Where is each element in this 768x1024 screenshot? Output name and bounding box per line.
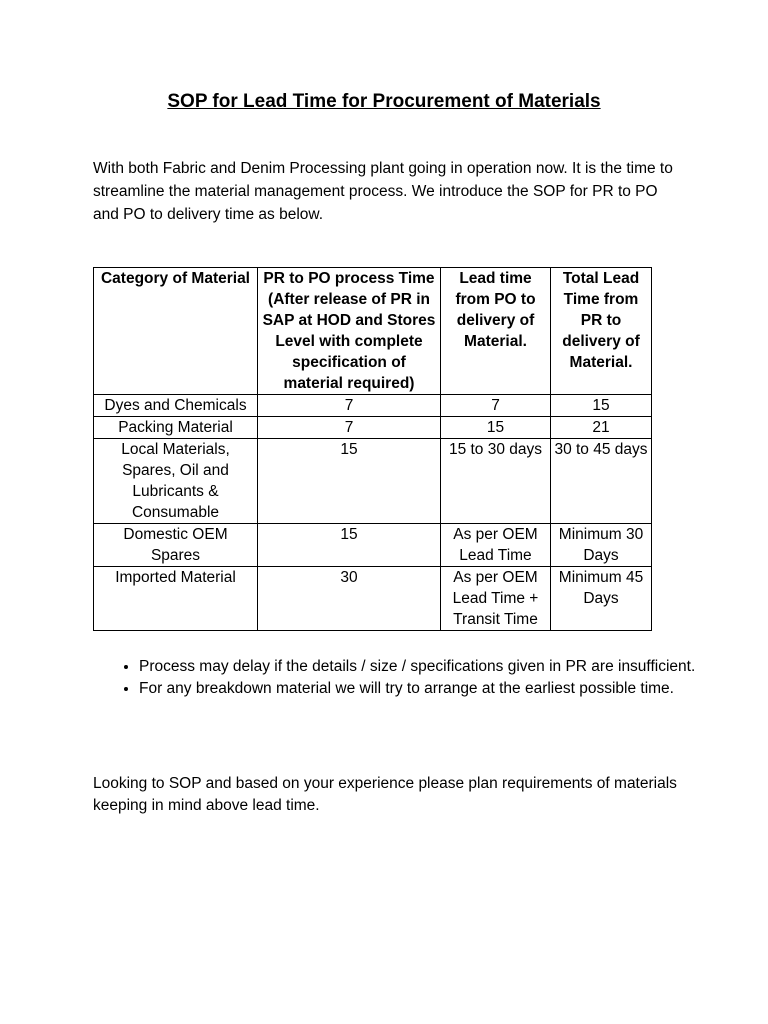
cell-total-lead-time: Minimum 30 Days — [551, 524, 652, 567]
table-row — [94, 524, 652, 567]
cell-total-lead-time: 21 — [551, 417, 652, 439]
table-row — [94, 417, 652, 439]
cell-pr-to-po: 15 — [258, 524, 441, 567]
cell-category: Imported Material — [94, 567, 258, 631]
lead-time-table — [93, 267, 652, 631]
list-item: • Process may delay if the details / size / specifications given in PR are insufficient. — [139, 656, 729, 678]
cell-po-to-delivery: As per OEM Lead Time — [441, 524, 551, 567]
cell-total-lead-time: 15 — [551, 395, 652, 417]
header-pr-to-po: PR to PO process Time (After release of PR in SAP at HOD and Stores Level with complete specification of material required) — [258, 268, 441, 395]
cell-total-lead-time: Minimum 45 Days — [551, 567, 652, 631]
cell-po-to-delivery: 15 — [441, 417, 551, 439]
header-total-lead-time: Total Lead Time from PR to delivery of Material. — [551, 268, 652, 395]
cell-pr-to-po: 30 — [258, 567, 441, 631]
cell-pr-to-po: 7 — [258, 395, 441, 417]
cell-po-to-delivery: 7 — [441, 395, 551, 417]
cell-po-to-delivery: As per OEM Lead Time + Transit Time — [441, 567, 551, 631]
cell-total-lead-time: 30 to 45 days — [551, 439, 652, 524]
list-item: • For any breakdown material we will try to arrange at the earliest possible time. — [139, 678, 729, 700]
cell-category: Packing Material — [94, 417, 258, 439]
notes-list — [93, 656, 729, 700]
cell-category: Dyes and Chemicals — [94, 395, 258, 417]
table-row — [94, 567, 652, 631]
table-header-row — [94, 268, 652, 395]
cell-category: Domestic OEM Spares — [94, 524, 258, 567]
cell-category: Local Materials, Spares, Oil and Lubricants & Consumable — [94, 439, 258, 524]
intro-paragraph: With both Fabric and Denim Processing plant going in operation now. It is the time to streamline the material management process. We introduce the SOP for PR to PO and PO to delivery time as below. — [93, 160, 673, 223]
header-po-to-delivery: Lead time from PO to delivery of Material. — [441, 268, 551, 395]
cell-po-to-delivery: 15 to 30 days — [441, 439, 551, 524]
cell-pr-to-po: 15 — [258, 439, 441, 524]
closing-paragraph: Looking to SOP and based on your experience please plan requirements of materials keeping in mind above lead time. — [93, 775, 677, 814]
page-title: SOP for Lead Time for Procurement of Materials — [167, 91, 601, 112]
cell-pr-to-po: 7 — [258, 417, 441, 439]
table-row — [94, 395, 652, 417]
table-row — [94, 439, 652, 524]
header-category: Category of Material — [94, 268, 258, 395]
